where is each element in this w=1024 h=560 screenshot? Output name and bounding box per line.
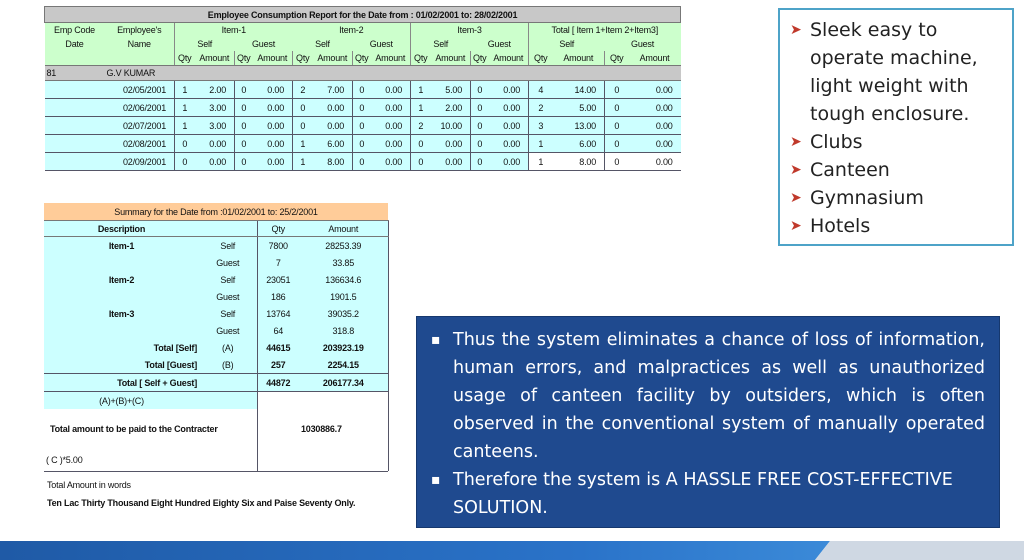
hdr-qty: Qty	[471, 51, 489, 66]
cell: 8.00	[313, 153, 353, 171]
summary-header-amount: Amount	[299, 221, 388, 237]
arrow-right-icon: ➤	[790, 22, 802, 38]
words-value: Ten Lac Thirty Thousand Eight Hundred Eighty Six and Paise Seventy Only.	[47, 498, 356, 508]
summary-qty: 23051	[257, 271, 299, 288]
cell: 0	[605, 117, 629, 135]
hdr-qty: Qty	[175, 51, 195, 66]
summary-amount: 318.8	[299, 322, 388, 339]
hdr-qty: Qty	[235, 51, 253, 66]
cell: 0	[353, 81, 371, 99]
conclusion-point	[431, 326, 985, 466]
cell: 0.00	[629, 81, 681, 99]
row-date: 02/07/2001	[45, 117, 175, 135]
feature-item	[790, 184, 1002, 212]
cell: 0	[175, 135, 195, 153]
cell: 0.00	[371, 117, 411, 135]
hdr-qty: Qty	[529, 51, 553, 66]
cell: 3	[529, 117, 553, 135]
cell: 0.00	[371, 81, 411, 99]
payable-formula: ( C )*5.00	[44, 449, 199, 471]
cell: 3.00	[195, 99, 235, 117]
summary-header-description: Description	[44, 221, 199, 237]
employee-name: G.V KUMAR	[105, 66, 195, 81]
table-row	[45, 153, 761, 171]
header-item3-guest: Guest	[471, 37, 529, 51]
hdr-qty: Qty	[353, 51, 371, 66]
cell: 1	[175, 117, 195, 135]
cell: 0.00	[489, 153, 529, 171]
summary-section	[44, 203, 388, 512]
payable-amount: 1030886.7	[299, 409, 388, 449]
header-item1: Item-1	[175, 23, 293, 38]
employee-code: 81	[45, 66, 105, 81]
summary-amount: 33.85	[299, 254, 388, 271]
cell: 1	[175, 81, 195, 99]
report-header-row-1	[45, 23, 761, 38]
report-table	[44, 6, 761, 171]
cell: 0.00	[629, 99, 681, 117]
total-all-qty: 44872	[257, 374, 299, 392]
total-all-amount: 206177.34	[299, 374, 388, 392]
summary-amount: 28253.39	[299, 237, 388, 255]
features-box	[778, 8, 1014, 246]
cell: 0	[353, 99, 371, 117]
cell: 0.00	[253, 153, 293, 171]
header-item1-guest: Guest	[235, 37, 293, 51]
cell: 0	[353, 117, 371, 135]
header-item2-guest: Guest	[353, 37, 411, 51]
hdr-amount: Amount	[313, 51, 353, 66]
cell: 0	[471, 99, 489, 117]
cell: 0.00	[431, 153, 471, 171]
feature-text: Canteen	[810, 159, 890, 181]
cell: 0.00	[313, 99, 353, 117]
cell: 6.00	[313, 135, 353, 153]
summary-title: Summary for the Date from :01/02/2001 to: 25/2/2001	[44, 203, 388, 221]
header-employee: Employee's	[105, 23, 175, 38]
cell: 2.00	[195, 81, 235, 99]
cell: 0	[471, 117, 489, 135]
cell: 4	[529, 81, 553, 99]
hdr-qty: Qty	[605, 51, 629, 66]
arrow-right-icon: ➤	[790, 190, 802, 206]
cell: 13.00	[553, 117, 605, 135]
cell: 1	[293, 153, 313, 171]
cell: 0	[235, 81, 253, 99]
cell: 1	[293, 135, 313, 153]
cell: 0	[605, 99, 629, 117]
cell: 0	[235, 117, 253, 135]
cell: 2	[411, 117, 431, 135]
cell: 0.00	[195, 135, 235, 153]
cell: 0	[353, 153, 371, 171]
total-guest-qty: 257	[257, 356, 299, 374]
conclusion-point	[431, 466, 985, 522]
cell: 1	[529, 135, 553, 153]
hdr-amount: Amount	[371, 51, 411, 66]
cell: 0.00	[253, 135, 293, 153]
report-title: Employee Consumption Report for the Date from : 01/02/2001 to: 28/02/2001	[45, 7, 681, 23]
cell: 0	[353, 135, 371, 153]
summary-qty: 64	[257, 322, 299, 339]
feature-text: Sleek easy to operate machine, light weight with tough enclosure.	[810, 19, 978, 125]
summary-amount: 1901.5	[299, 288, 388, 305]
cell: 2.00	[431, 99, 471, 117]
summary-item-name: Item-3	[44, 305, 199, 322]
hdr-qty: Qty	[293, 51, 313, 66]
summary-table	[44, 203, 389, 471]
cell: 0.00	[489, 99, 529, 117]
cell: 1	[529, 153, 553, 171]
table-row	[45, 81, 761, 99]
cell: 0	[605, 135, 629, 153]
table-row	[45, 135, 761, 153]
summary-qty: 7800	[257, 237, 299, 255]
cell: 0.00	[313, 117, 353, 135]
cell: 1	[411, 99, 431, 117]
feature-text: Hotels	[810, 215, 871, 237]
summary-item-name: Item-2	[44, 271, 199, 288]
header-item3-self: Self	[411, 37, 471, 51]
cell: 0.00	[253, 99, 293, 117]
table-row	[45, 99, 761, 117]
cell: 5.00	[553, 99, 605, 117]
row-date: 02/05/2001	[45, 81, 175, 99]
conclusion-panel	[416, 316, 1000, 528]
total-self-label: Total [Self]	[44, 339, 199, 356]
cell: 0.00	[371, 99, 411, 117]
cell: 0.00	[629, 153, 681, 171]
cell: 0.00	[629, 135, 681, 153]
report-header-row-2	[45, 37, 761, 51]
header-name: Name	[105, 37, 175, 51]
employee-row	[45, 66, 761, 81]
row-date: 02/06/2001	[45, 99, 175, 117]
feature-item	[790, 212, 1002, 240]
total-all-label: Total [ Self + Guest]	[44, 374, 199, 392]
cell: 0	[471, 153, 489, 171]
total-all-formula: (A)+(B)+(C)	[44, 392, 199, 410]
cell: 8.00	[553, 153, 605, 171]
cell: 1	[175, 99, 195, 117]
cell: 0.00	[371, 135, 411, 153]
cell: 0	[175, 153, 195, 171]
cell: 0	[605, 81, 629, 99]
arrow-right-icon: ➤	[790, 162, 802, 178]
hdr-amount: Amount	[431, 51, 471, 66]
cell: 0.00	[489, 135, 529, 153]
hdr-qty: Qty	[411, 51, 431, 66]
summary-label: Self	[199, 305, 257, 322]
report-header-row-3	[45, 51, 761, 66]
summary-qty: 13764	[257, 305, 299, 322]
hdr-amount: Amount	[195, 51, 235, 66]
summary-item-name: Item-1	[44, 237, 199, 255]
row-date: 02/09/2001	[45, 153, 175, 171]
header-date: Date	[45, 37, 105, 51]
summary-qty: 186	[257, 288, 299, 305]
summary-label: Guest	[199, 254, 257, 271]
feature-item	[790, 128, 1002, 156]
summary-label: Self	[199, 271, 257, 288]
cell: 0	[235, 135, 253, 153]
summary-label: Self	[199, 237, 257, 255]
header-total: Total [ Item 1+Item 2+Item3]	[529, 23, 681, 38]
square-bullet-icon: ▪	[431, 332, 441, 348]
summary-amount: 136634.6	[299, 271, 388, 288]
amount-in-words	[44, 471, 388, 512]
cell: 5.00	[431, 81, 471, 99]
cell: 0	[605, 153, 629, 171]
report-title-row	[45, 7, 761, 23]
summary-label: Guest	[199, 288, 257, 305]
feature-item	[790, 156, 1002, 184]
cell: 7.00	[313, 81, 353, 99]
consumption-report	[44, 6, 760, 171]
row-date: 02/08/2001	[45, 135, 175, 153]
header-emp-code: Emp Code	[45, 23, 105, 38]
hdr-amount: Amount	[629, 51, 681, 66]
summary-qty: 7	[257, 254, 299, 271]
cell: 0	[471, 81, 489, 99]
arrow-right-icon: ➤	[790, 134, 802, 150]
conclusion-text-2: Therefore the system is A HASSLE FREE COST-EFFECTIVE SOLUTION.	[453, 470, 953, 518]
cell: 3.00	[195, 117, 235, 135]
summary-amount: 39035.2	[299, 305, 388, 322]
total-guest-code: (B)	[199, 356, 257, 374]
header-item2-self: Self	[293, 37, 353, 51]
cell: 0	[471, 135, 489, 153]
header-item3: Item-3	[411, 23, 529, 38]
cell: 0.00	[489, 117, 529, 135]
cell: 0	[235, 99, 253, 117]
hdr-amount: Amount	[553, 51, 605, 66]
cell: 0	[293, 99, 313, 117]
cell: 0	[293, 117, 313, 135]
total-self-qty: 44615	[257, 339, 299, 356]
total-self-amount: 203923.19	[299, 339, 388, 356]
cell: 2	[529, 99, 553, 117]
cell: 0.00	[629, 117, 681, 135]
conclusion-text-1: Thus the system eliminates a chance of loss of information, human errors, and malpractices as well as unauthorized usage of canteen facility by outsiders, which is often observed in the conventional system of manually operated canteens.	[453, 330, 985, 462]
cell: 0	[411, 153, 431, 171]
total-guest-amount: 2254.15	[299, 356, 388, 374]
header-total-self: Self	[529, 37, 605, 51]
cell: 6.00	[553, 135, 605, 153]
cell: 14.00	[553, 81, 605, 99]
bottom-stripe	[0, 541, 1024, 560]
header-item2: Item-2	[293, 23, 411, 38]
cell: 0.00	[253, 117, 293, 135]
header-item1-self: Self	[175, 37, 235, 51]
cell: 0.00	[371, 153, 411, 171]
cell: 0.00	[489, 81, 529, 99]
cell: 0	[411, 135, 431, 153]
feature-text: Gymnasium	[810, 187, 924, 209]
total-guest-label: Total [Guest]	[44, 356, 199, 374]
summary-label: Guest	[199, 322, 257, 339]
cell: 0.00	[195, 153, 235, 171]
hdr-amount: Amount	[489, 51, 529, 66]
feature-item	[790, 16, 1002, 128]
words-label: Total Amount in words	[47, 480, 131, 490]
cell: 0	[235, 153, 253, 171]
cell: 10.00	[431, 117, 471, 135]
cell: 0.00	[431, 135, 471, 153]
header-total-guest: Guest	[605, 37, 681, 51]
cell: 0.00	[253, 81, 293, 99]
cell: 2	[293, 81, 313, 99]
square-bullet-icon: ▪	[431, 472, 441, 488]
hdr-amount: Amount	[253, 51, 293, 66]
table-row	[45, 117, 761, 135]
summary-header-qty: Qty	[257, 221, 299, 237]
cell: 1	[411, 81, 431, 99]
feature-text: Clubs	[810, 131, 863, 153]
arrow-right-icon: ➤	[790, 218, 802, 234]
total-self-code: (A)	[199, 339, 257, 356]
payable-label: Total amount to be paid to the Contracter	[44, 409, 257, 449]
